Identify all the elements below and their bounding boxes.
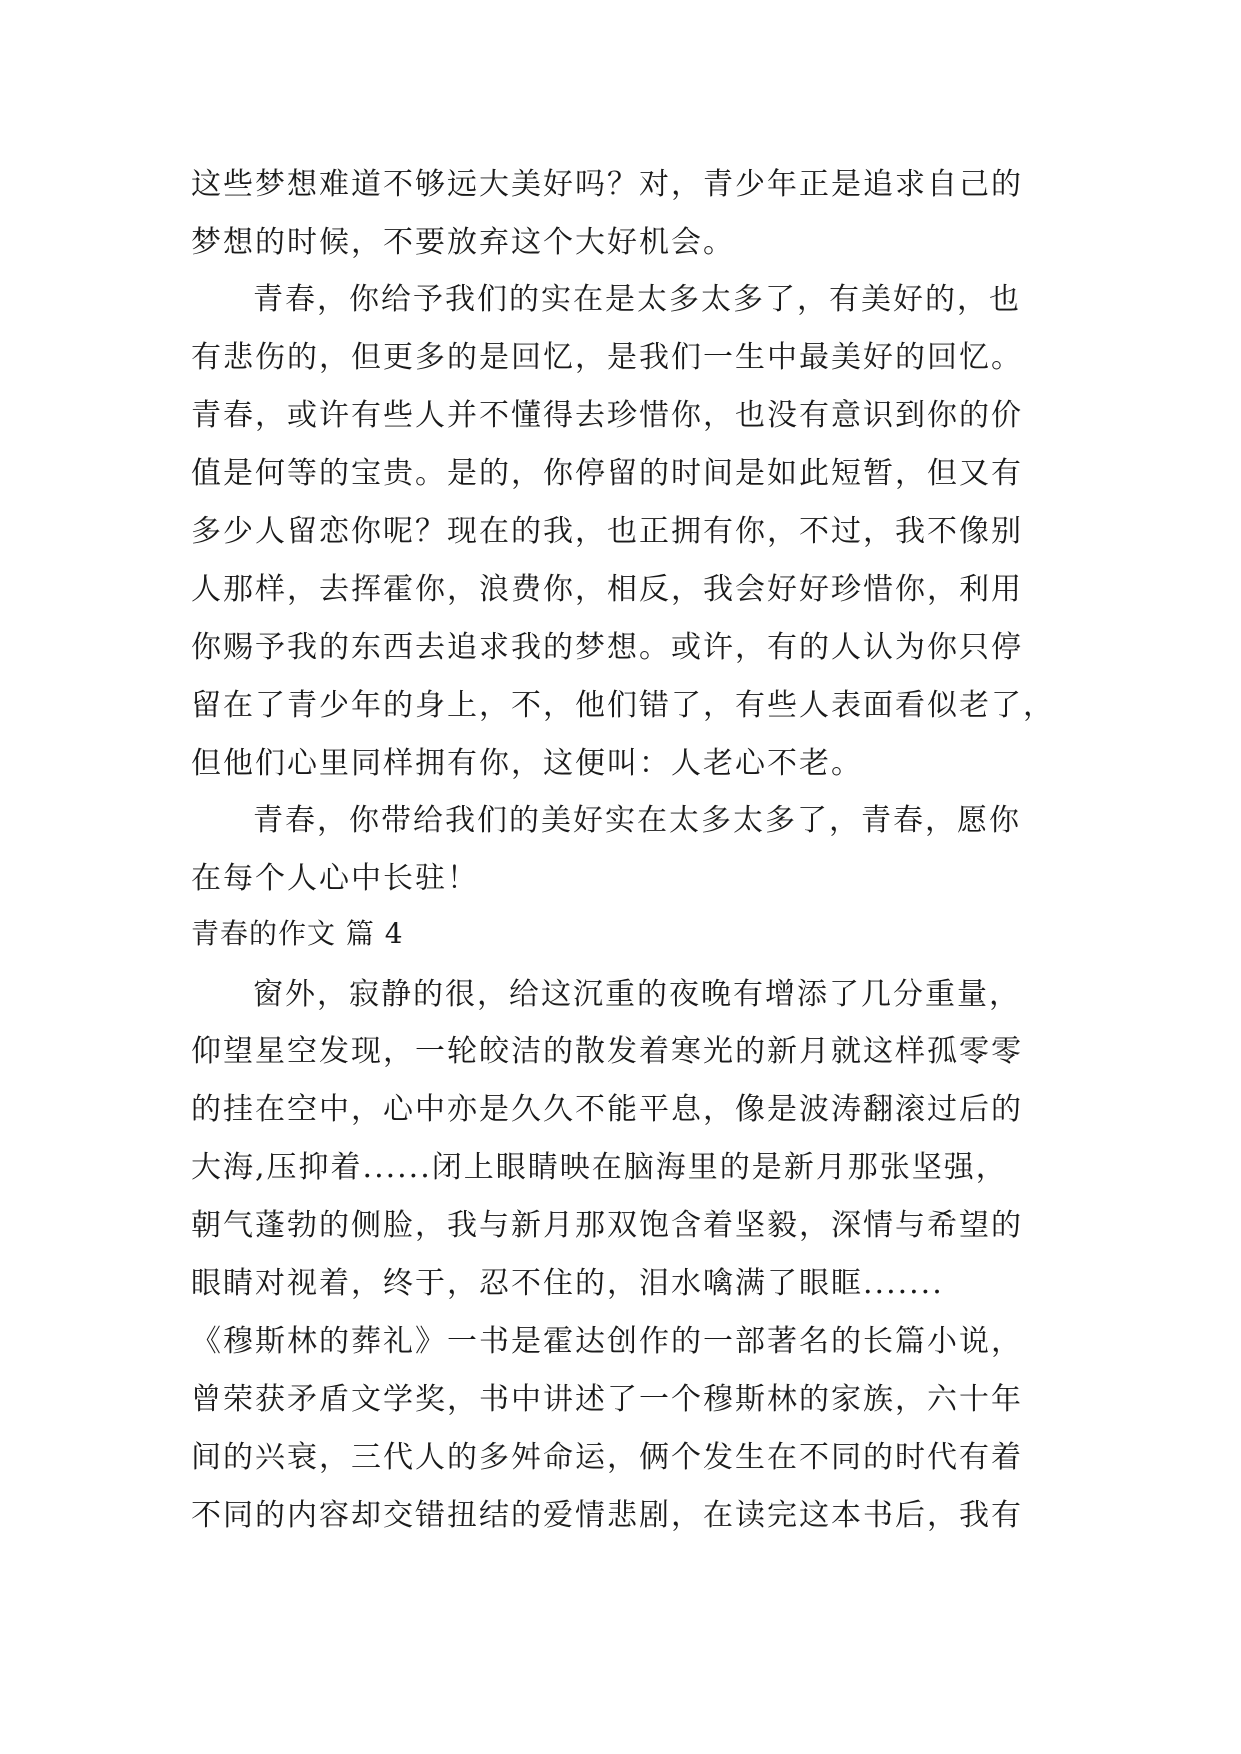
text-line: 眼睛对视着，终于，忍不住的，泪水噙满了眼眶....... bbox=[191, 1266, 944, 1301]
text-line: 间的兴衰，三代人的多舛命运，俩个发生在不同的时代有着 bbox=[191, 1440, 1023, 1475]
section-heading: 青春的作文 篇 4 bbox=[191, 917, 404, 950]
text-line: 梦想的时候，不要放弃这个大好机会。 bbox=[191, 225, 735, 260]
text-line: 有悲伤的，但更多的是回忆，是我们一生中最美好的回忆。 bbox=[191, 340, 1023, 375]
text-line: 仰望星空发现，一轮皎洁的散发着寒光的新月就这样孤零零 bbox=[191, 1034, 1023, 1069]
text-line: 人那样，去挥霍你，浪费你，相反，我会好好珍惜你，利用 bbox=[191, 572, 1023, 607]
text-line: 这些梦想难道不够远大美好吗？对，青少年正是追求自己的 bbox=[191, 167, 1023, 202]
paragraph-start-line: 青春，你带给我们的美好实在太多太多了，青春，愿你 bbox=[253, 803, 1021, 838]
text-line: 朝气蓬勃的侧脸，我与新月那双饱含着坚毅，深情与希望的 bbox=[191, 1208, 1023, 1243]
text-line: 大海,压抑着......闭上眼睛映在脑海里的是新月那张坚强， bbox=[191, 1150, 1008, 1185]
text-line: 多少人留恋你呢？现在的我，也正拥有你，不过，我不像别 bbox=[191, 514, 1023, 549]
text-line: 曾荣获矛盾文学奖，书中讲述了一个穆斯林的家族，六十年 bbox=[191, 1382, 1023, 1417]
text-line: 留在了青少年的身上，不，他们错了，有些人表面看似老了， bbox=[191, 688, 1055, 723]
text-line: 你赐予我的东西去追求我的梦想。或许，有的人认为你只停 bbox=[191, 630, 1023, 665]
text-line: 在每个人心中长驻！ bbox=[191, 861, 479, 896]
text-line: 《穆斯林的葬礼》一书是霍达创作的一部著名的长篇小说， bbox=[191, 1324, 1023, 1359]
text-line: 但他们心里同样拥有你，这便叫：人老心不老。 bbox=[191, 746, 863, 781]
text-line: 青春，或许有些人并不懂得去珍惜你，也没有意识到你的价 bbox=[191, 398, 1023, 433]
text-line: 不同的内容却交错扭结的爱情悲剧，在读完这本书后，我有 bbox=[191, 1498, 1023, 1533]
text-line: 的挂在空中，心中亦是久久不能平息，像是波涛翻滚过后的 bbox=[191, 1092, 1023, 1127]
text-line: 值是何等的宝贵。是的，你停留的时间是如此短暂，但又有 bbox=[191, 456, 1023, 491]
paragraph-start-line: 窗外，寂静的很，给这沉重的夜晚有增添了几分重量， bbox=[253, 977, 1021, 1012]
paragraph-start-line: 青春，你给予我们的实在是太多太多了，有美好的，也 bbox=[253, 282, 1021, 317]
